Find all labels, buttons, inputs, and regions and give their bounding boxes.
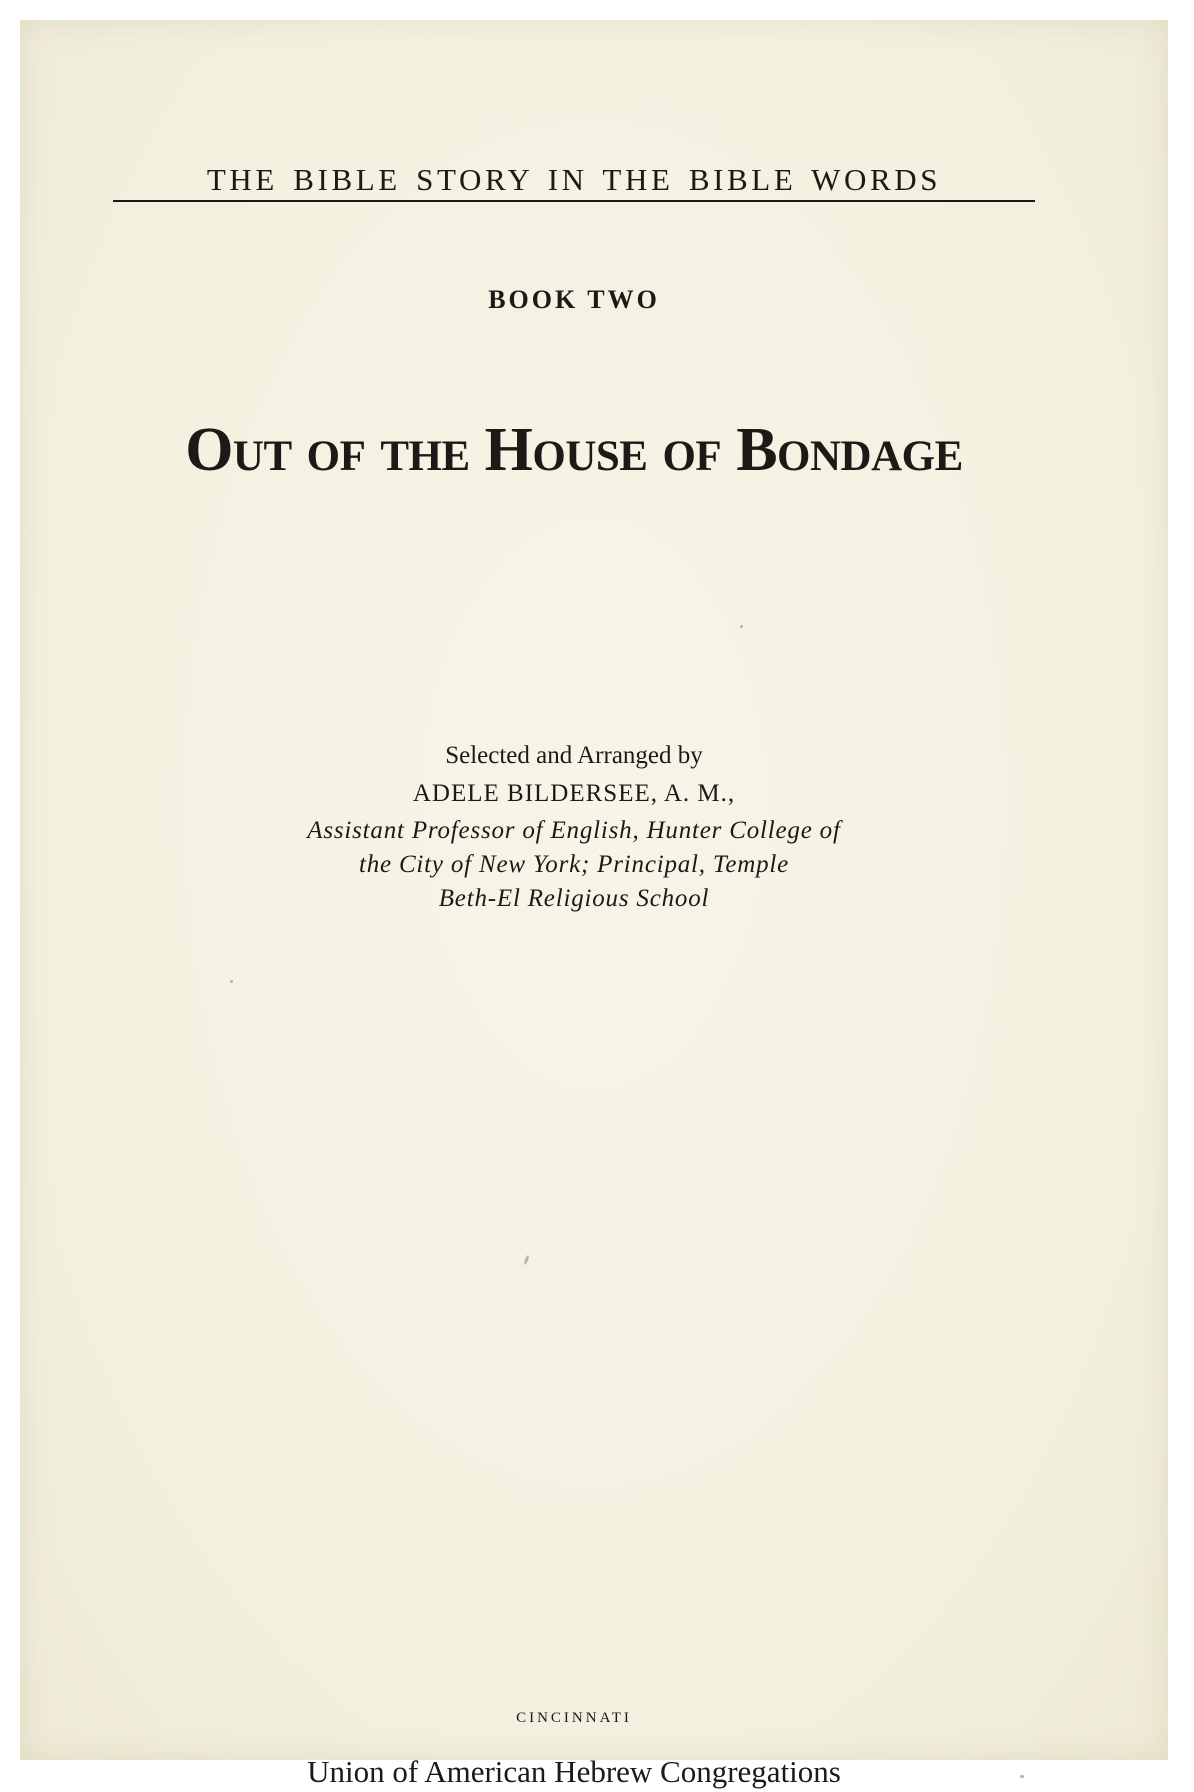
- affiliation-line-3: Beth-El Religious School: [438, 885, 710, 912]
- publisher-name: Union of American Hebrew Congregations: [307, 1754, 841, 1789]
- author-affiliation: [220, 814, 928, 916]
- series-underline: [113, 200, 1035, 202]
- book-title-page: [20, 20, 1168, 1789]
- affiliation-line-1: Assistant Professor of English, Hunter College of: [307, 817, 841, 844]
- main-title: Out of the House of Bondage: [185, 416, 963, 484]
- paper-speck: [230, 980, 233, 983]
- credit-line: Selected and Arranged by: [445, 742, 703, 769]
- book-number: BOOK TWO: [488, 285, 660, 314]
- paper-speck: [523, 1255, 529, 1265]
- paper-speck: [740, 625, 743, 628]
- publication-place: CINCINNATI: [516, 1710, 632, 1726]
- affiliation-line-2: the City of New York; Principal, Temple: [358, 851, 790, 878]
- series-title: THE BIBLE STORY IN THE BIBLE WORDS: [206, 162, 942, 197]
- author-name: ADELE BILDERSEE, A. M.,: [412, 780, 736, 807]
